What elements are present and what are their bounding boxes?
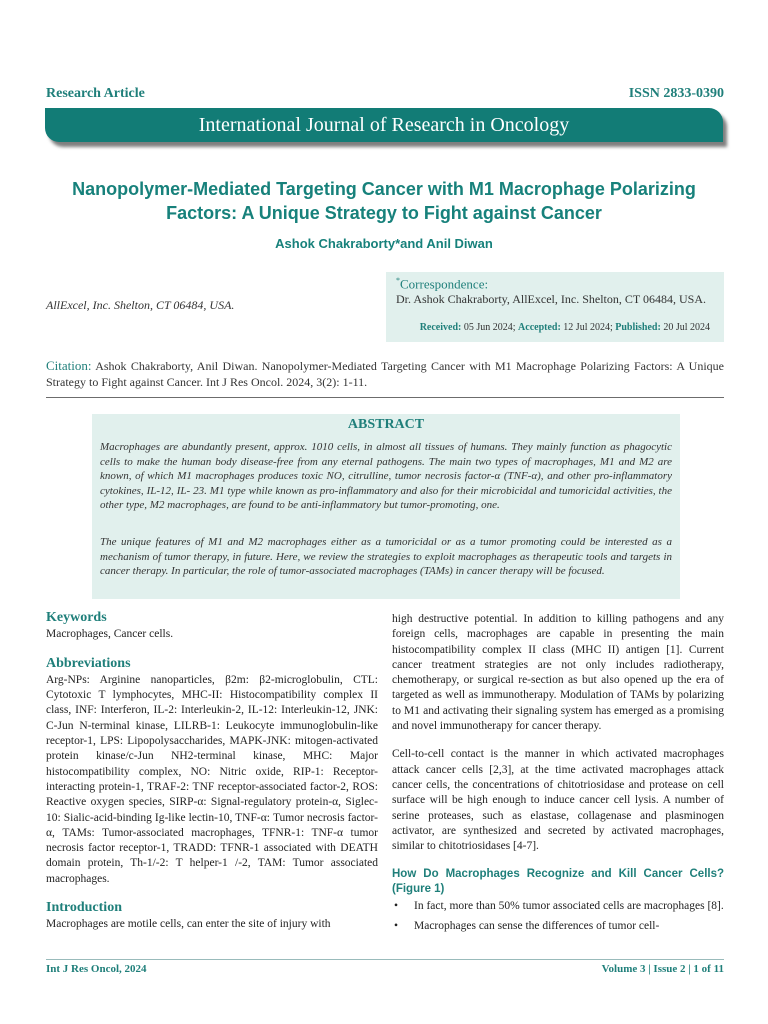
correspondence-label: Correspondence: (400, 276, 489, 292)
citation-label: Citation: (46, 358, 92, 373)
bullet-item: • Macrophages can sense the differences of tumor cell- (392, 919, 724, 934)
citation-text: Ashok Chakraborty, Anil Diwan. Nanopolymer-Mediated Targeting Cancer with M1 Macrophage Polarizing Factors: A Unique Strategy to Fight against Cancer. Int J Res Oncol. 2024, 3(2): 1-11. (46, 359, 724, 389)
introduction-heading: Introduction (46, 900, 122, 916)
abstract-box (92, 414, 680, 599)
accepted-date: 12 Jul 2024; (563, 322, 613, 333)
abstract-paragraph-2: The unique features of M1 and M2 macrophages either as a tumoricidal or as a tumor promoting could be interested as a mechanism of tumor therapy, in future. Here, we review the strategies to exploit macrophages as therapeutic tools and targets in cancer therapy. In particular, the role of tumor-associated macrophages (TAMs) in cancer therapy will be focused. (100, 536, 672, 578)
authors: Ashok Chakraborty*and Anil Diwan (275, 236, 493, 251)
issn: ISSN 2833-0390 (628, 86, 724, 101)
article-type: Research Article (46, 86, 145, 101)
affiliation: AllExcel, Inc. Shelton, CT 06484, USA. (46, 298, 235, 312)
publication-dates (420, 322, 710, 333)
left-column (46, 610, 378, 933)
published-date: 20 Jul 2024 (663, 322, 710, 333)
footer-page-info: Volume 3 | Issue 2 | 1 of 11 (601, 963, 724, 975)
footer-divider (46, 959, 724, 960)
published-label: Published: (615, 322, 661, 333)
journal-banner (45, 108, 723, 142)
correspondence-text: Dr. Ashok Chakraborty, AllExcel, Inc. Shelton, CT 06484, USA. (396, 292, 706, 306)
body-paragraph-1: high destructive potential. In addition to killing pathogens and any foreign cells, macrophages are capable in presenting the main histocompatibility complex II class (MHC II) antigen [1]. Current cancer treatment strategies are not only includes radiotherapy, chemotherapy, or surgical re-section as but also opened up the era of targeted as well as immunotherapy. Modulation of TAMs by polarizing to M1 and activating their signaling system has emerged as a promising and novel immunotherapy for cancer therapy. (392, 613, 724, 733)
correspondence-box (386, 272, 724, 342)
abstract-paragraph-1: Macrophages are abundantly present, approx. 1010 cells, in almost all tissues of humans. They mainly function as phagocytic cells to make the human body disease-free from any eternal pathogens. The main two types of macrophages, M1 and M2 are known, of which M1 macrophages produces toxic NO, citrulline, tumor necrosis factor-α (TNF-α), and other pro-inflammatory cytokines, IL-12, IL- 23. M1 type while known as pro-inflammatory and also for their microbicidal and tumoricidal activities, the other type, M2 macrophages, are found to be anti-inflammatory but tumor-promoting, one. (100, 441, 672, 512)
abstract-heading: ABSTRACT (347, 417, 425, 432)
right-column (392, 612, 724, 934)
introduction-text: Macrophages are motile cells, can enter the site of injury with (46, 918, 331, 931)
keywords-heading: Keywords (46, 610, 107, 625)
body-paragraph-2: Cell-to-cell contact is the manner in which activated macrophages attack cancer cells [2,3], at the time activated macrophages attack cancer cells, the concentrations of chitotriosidase and protease on cell surface will be high enough to induce cancer cell lysis. A number of serine proteases, such as elastase, collagenase and plasminogen activator, are synthesized and secreted by activated macrophages, similar to chitotriosidases [4-7]. (392, 748, 724, 853)
abbreviations-text: Arg-NPs: Arginine nanoparticles, β2m: β2-microglobulin, CTL: Cytotoxic T lymphocytes, MHC-II: Histocompatibility complex II class, INF: Interferon, IL-2: Interleukin-2, IL-12: Interleukin-12, JNK: C-Jun N-terminal kinase, LILRB-1: Leukocyte immunoglobulin-like receptor-1, LPS: Lipopolysaccharides, MAPK-JNK: mitogen-activated protein kinase/c-Jun NH2-terminal kinase, MHC: Major histocompatibility complex, NO: Nitric oxide, RIP-1: Receptor-interacting protein-1, TRAF-2: TNF receptor-associated factor-2, ROS: Reactive oxygen species, SIRP-α: Signal-regulatory protein-α, Siglec-10: Sialic-acid-binding Ig-like lectin-10, TNF-α: Tumor necrosis factor-α, TAMs: Tumor-associated macrophages, TFNR-1: TNF-α tumor necrosis factor receptor-1, TRADD: TFNR-1 associated with DEATH domain protein, Th-1/-2: T helper-1 /-2, TAM: Tumor associated macrophages. (46, 673, 378, 885)
title-line-1: Nanopolymer-Mediated Targeting Cancer with M1 Macrophage Polarizing (72, 179, 696, 199)
article-title (40, 177, 728, 225)
bullet-item: • In fact, more than 50% tumor associated cells are macrophages [8]. (392, 899, 724, 914)
keywords-text: Macrophages, Cancer cells. (46, 628, 174, 641)
accepted-label: Accepted: (518, 322, 561, 333)
received-label: Received: (419, 322, 462, 333)
section-heading-recognize: How Do Macrophages Recognize and Kill Cancer Cells? (Figure 1) (392, 868, 724, 896)
correspondence-marker: * (396, 276, 400, 285)
received-date: 05 Jun 2024; (463, 322, 516, 333)
divider (46, 397, 724, 398)
citation (46, 358, 724, 390)
journal-name: International Journal of Research in Oncology (198, 114, 570, 136)
top-bar (46, 86, 724, 106)
abbreviations-heading: Abbreviations (46, 655, 131, 671)
title-line-2: Factors: A Unique Strategy to Fight against Cancer (166, 203, 602, 223)
correspondence-heading (396, 276, 488, 292)
footer-journal: Int J Res Oncol, 2024 (46, 963, 147, 975)
